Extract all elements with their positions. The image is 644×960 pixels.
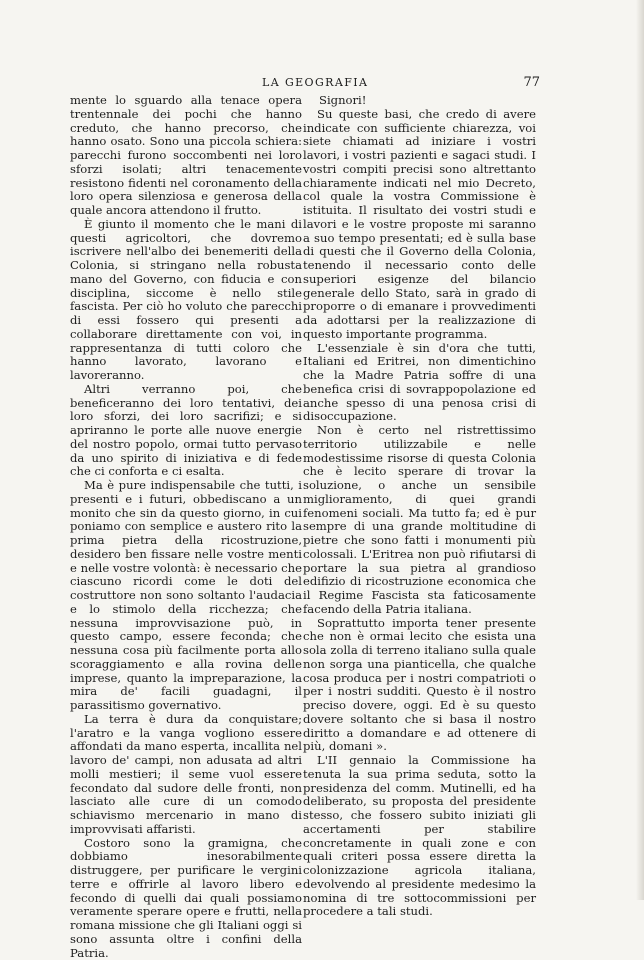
paragraph: L'II gennaio la Commissione ha tenuta la sua prima seduta, sotto la presidenza del comm. Mutinelli, ed ha deliberato, su proposta del presidente stesso, che fossero subito iniziati gli accertamenti per stabilire concretamente in quali zone e con quali criteri possa essere diretta la colonizzazione agricola italiana, devolvendo al presidente medesimo la nomina di tre sottocommissioni per procedere a tali studi. <box>303 754 536 919</box>
paragraph: Non è certo nel ristrettissimo territorio utilizzabile e nelle modestissime risorse di questa Colonia che è lecito sperare di trovar la soluzione, o anche un sensibile miglioramento, di quei grandi fenomeni sociali. Ma tutto fa; ed è pur sempre di una grande moltitudine di pietre che sono fatti i monumenti più colossali. L'Eritrea non può rifiutarsi di portare la sua pietra al grandioso edifizio di ricostruzione economica che il Regime Fascista sta faticosamente facendo della Patria italiana. <box>303 424 536 617</box>
running-title: LA GEOGRAFIA <box>262 76 368 89</box>
paragraph: Altri verranno poi, che beneficeranno dei loro tentativi, dei loro sforzi, dei loro sacrifizi; e si apriranno le porte alle nuove energie del nostro popolo, ormai tutto pervaso da uno spirito di iniziativa e di fede che ci conforta e ci esalta. <box>70 383 302 479</box>
right-column <box>303 94 536 919</box>
paragraph: La terra è dura da conquistare; l'aratro e la vanga vogliono essere affondati da mano esperta, incallita nel lavoro de' campi, non adusata ad altri molli mestieri; il seme vuol essere fecondato dal sudore delle fronti, non lasciato alle cure di un comodo schiavismo mercenario in mano di improvvisati affaristi. <box>70 713 302 837</box>
paragraph: mente lo sguardo alla tenace opera trentennale dei pochi che hanno creduto, che hanno precorso, che hanno osato. Sono una piccola schiera: parecchi furono soccombenti nei loro sforzi isolati; altri tenacemente resistono fidenti nel coronamento della loro opera silenziosa e generosa della quale ancora attendono il frutto. <box>70 94 302 218</box>
salutation: Signori! <box>303 94 536 108</box>
page-edge-shadow <box>636 0 644 900</box>
paragraph: Soprattutto importa tener presente che non è ormai lecito che esista una sola zolla di terreno italiano sulla quale non sorga una pianticella, che qualche cosa produca per i nostri compatrioti o per i nostri sudditi. Questo è il nostro preciso dovere, oggi. Ed è su questo dovere soltanto che si basa il nostro diritto a domandare e ad ottenere di più, domani ». <box>303 617 536 755</box>
paragraph: È giunto il momento che le mani di questi agricoltori, che dovremo iscrivere nell'albo dei benemeriti della Colonia, si stringano nella robusta mano del Governo, con fiducia e con disciplina, siccome è nello stile fascista. Per ciò ho voluto che parecchi di essi fossero qui presenti a collaborare direttamente con voi, in rappresentanza di tutti coloro che hanno lavorato, lavorano e lavoreranno. <box>70 218 302 383</box>
left-column <box>70 94 302 960</box>
paragraph: L'essenziale è sin d'ora che tutti, Italiani ed Eritrei, non dimentichino che la Madre Patria soffre di una benefica crisi di sovrappopolazione ed anche spesso di una penosa crisi di disoccupazione. <box>303 342 536 425</box>
paragraph: Ma è pure indispensabile che tutti, i presenti e i futuri, obbediscano a un monito che sin da questo giorno, in cui poniamo con semplice e austero rito la prima pietra della ricostruzione, desidero ben fissare nelle vostre menti e nelle vostre volontà: è necessario che ciascuno ricordi come le doti del costruttore non sono soltanto l'audacia e lo stimolo della ricchezza; che nessuna improvvisazione può, in questo campo, essere feconda; che nessuna cosa più facilmente porta allo scoraggiamento e alla rovina delle imprese, quanto la impreparazione, la mira de' facili guadagni, il parassitismo governativo. <box>70 479 302 713</box>
paragraph: Su queste basi, che credo di avere indicate con sufficiente chiarezza, voi siete chiamati ad iniziare i vostri lavori, i vostri pazienti e sagaci studi. I vostri compiti precisi sono altrettanto chiaramente indicati nel mio Decreto, col quale la vostra Commissione è istituita. Il risultato dei vostri studi e lavori e le vostre proposte mi saranno a suo tempo presentati; ed è sulla base di questi che il Governo della Colonia, tenendo il necessario conto delle superiori esigenze del bilancio generale dello Stato, sarà in grado di proporre o di emanare i provvedimenti da adottarsi per la realizzazione di questo importante programma. <box>303 108 536 342</box>
paragraph: Costoro sono la gramigna, che dobbiamo inesorabilmente distruggere, per purificare le vergini terre e offrirle al lavoro libero e fecondo di quelli dai quali possiamo veramente sperare opere e frutti, nella romana missione che gli Italiani oggi si sono assunta oltre i confini della Patria. <box>70 837 302 960</box>
page-number: 77 <box>523 75 540 90</box>
